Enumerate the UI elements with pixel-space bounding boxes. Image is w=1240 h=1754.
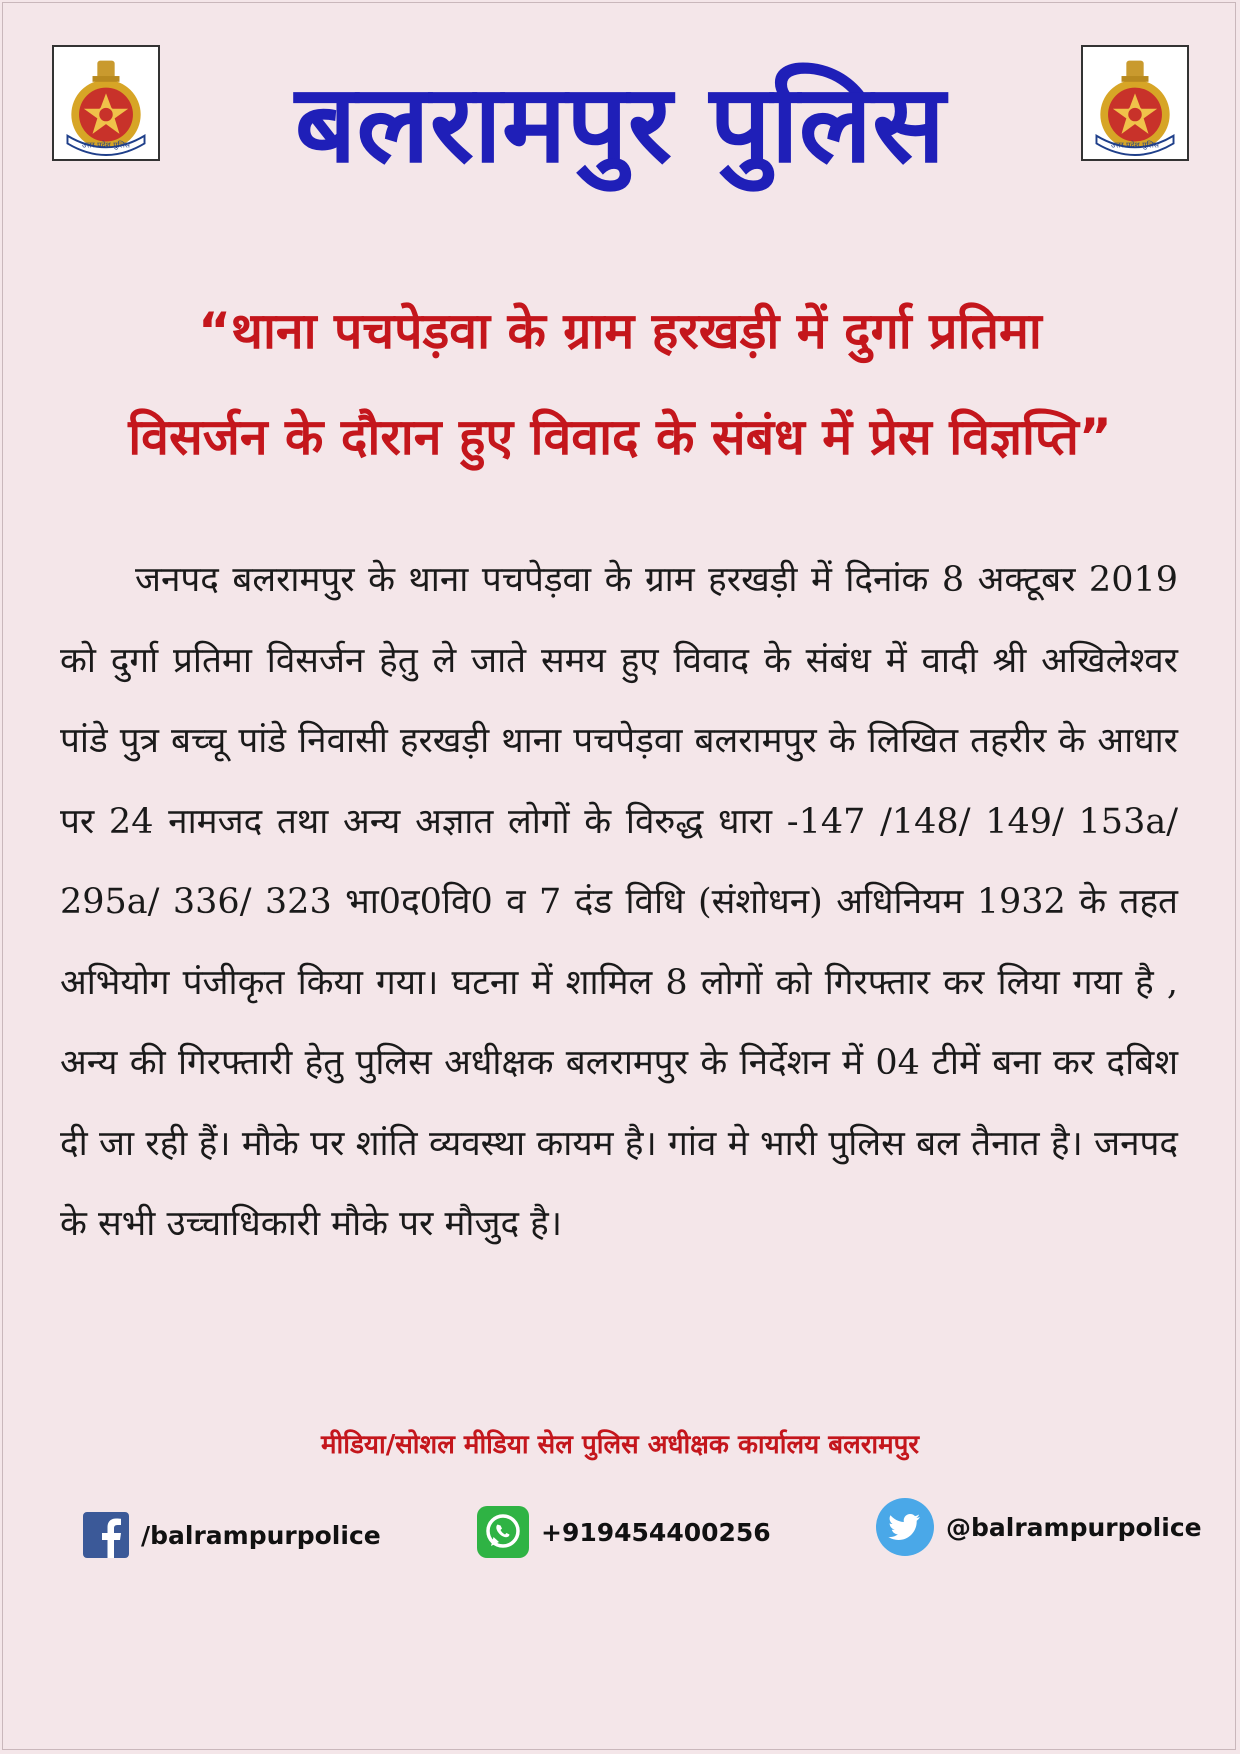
facebook-handle-text: /balrampurpolice xyxy=(141,1520,381,1550)
twitter-handle-text: @balrampurpolice xyxy=(946,1512,1202,1542)
police-emblem-icon xyxy=(1081,45,1189,161)
facebook-icon xyxy=(83,1512,129,1558)
whatsapp-icon xyxy=(477,1506,529,1558)
facebook-handle[interactable] xyxy=(83,1512,381,1558)
emblem-ribbon-text: उत्तर प्रदेश पुलिस xyxy=(81,140,131,150)
headline-line-2: विसर्जन के दौरान हुए विवाद के संबंध में प्रेस विज्ञप्ति” xyxy=(128,408,1112,466)
headline-line-1: “थाना पचपेड़वा के ग्राम हरखड़ी में दुर्गा प्रतिमा xyxy=(198,302,1042,360)
masthead-title: बलरामपुर पुलिस xyxy=(294,62,946,187)
press-release-headline xyxy=(40,278,1200,490)
twitter-icon xyxy=(876,1498,934,1556)
twitter-handle[interactable] xyxy=(876,1498,1202,1556)
whatsapp-number-text: +919454400256 xyxy=(541,1517,771,1547)
press-release-body: जनपद बलरामपुर के थाना पचपेड़वा के ग्राम हरखड़ी में दिनांक 8 अक्टूबर 2019 को दुर्गा प्रतिमा विसर्जन हेतु ले जाते समय हुए विवाद के संबंध में वादी श्री अखिलेश्वर पांडे पुत्र बच्चू पांडे निवासी हरखड़ी थाना पचपेड़वा बलरामपुर के लिखित तहरीर के आधार पर 24 नामजद तथा अन्य अज्ञात लोगों के विरुद्ध धारा -147 /148/ 149/ 153a/ 295a/ 336/ 323 भा0द0वि0 व 7 दंड विधि (संशोधन) अधिनियम 1932 के तहत अभियोग पंजीकृत किया गया। घटना में शामिल 8 लोगों को गिरफ्तार कर लिया गया है , अन्य की गिरफ्तारी हेतु पुलिस अधीक्षक बलरामपुर के निर्देशन में 04 टीमें बना कर दबिश दी जा रही हैं। मौके पर शांति व्यवस्था कायम है। गांव मे भारी पुलिस बल तैनात है। जनपद के सभी उच्चाधिकारी मौके पर मौजुद है। xyxy=(60,560,1178,1244)
emblem-ribbon-text: उत्तर प्रदेश पुलिस xyxy=(1110,140,1160,150)
whatsapp-number[interactable] xyxy=(477,1506,771,1558)
police-emblem-icon xyxy=(52,45,160,161)
media-cell-credit: मीडिया/सोशल मीडिया सेल पुलिस अधीक्षक कार्यालय बलरामपुर xyxy=(320,1430,920,1460)
